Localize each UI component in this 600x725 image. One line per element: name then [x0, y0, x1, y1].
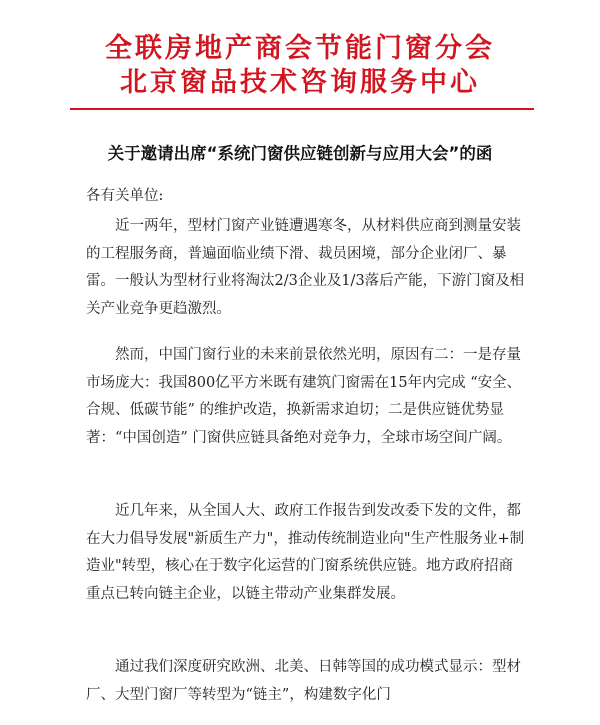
body-paragraph-2: 然而，中国门窗行业的未来前景依然光明，原因有二：一是存量市场庞大：我国800亿平方米既有建筑门窗需在15年内完成 “安全、合规、低碳节能” 的维护改造，换新需求迫切；二是供应链优势显著：“中国创造” 门窗供应链具备绝对竞争力，全球市场空间广阔。	[86, 347, 522, 447]
body-paragraph-1: 近一两年，型材门窗产业链遭遇寒冬，从材料供应商到测量安装的工程服务商，普遍面临业绩下滑、裁员困境，部分企业闭厂、暴雷。一般认为型材行业将淘汰2/3企业及1/3落后产能，下游门窗及相关产业竞争更趋激烈。	[86, 218, 525, 318]
body-paragraph-4: 通过我们深度研究欧洲、北美、日韩等国的成功模式显示：型材厂、大型门窗厂等转型为“链主”，构建数字化门	[86, 659, 521, 703]
body-paragraph-3: 近几年来，从全国人大、政府工作报告到发改委下发的文件，都在大力倡导发展"新质生产力"，推动传统制造业向"生产性服务业+制造业"转型，核心在于数字化运营的门窗系统供应链。地方政府招商重点已转向链主企业，以链主带动产业集群发展。	[86, 503, 525, 603]
salutation: 各有关单位:	[86, 188, 164, 204]
header-divider	[70, 108, 534, 110]
org-name-line-2: 北京窗品技术咨询服务中心	[120, 67, 480, 98]
org-name-line-1: 全联房地产商会节能门窗分会	[105, 33, 495, 64]
document-title: 关于邀请出席“系统门窗供应链创新与应用大会”的函	[107, 144, 493, 163]
